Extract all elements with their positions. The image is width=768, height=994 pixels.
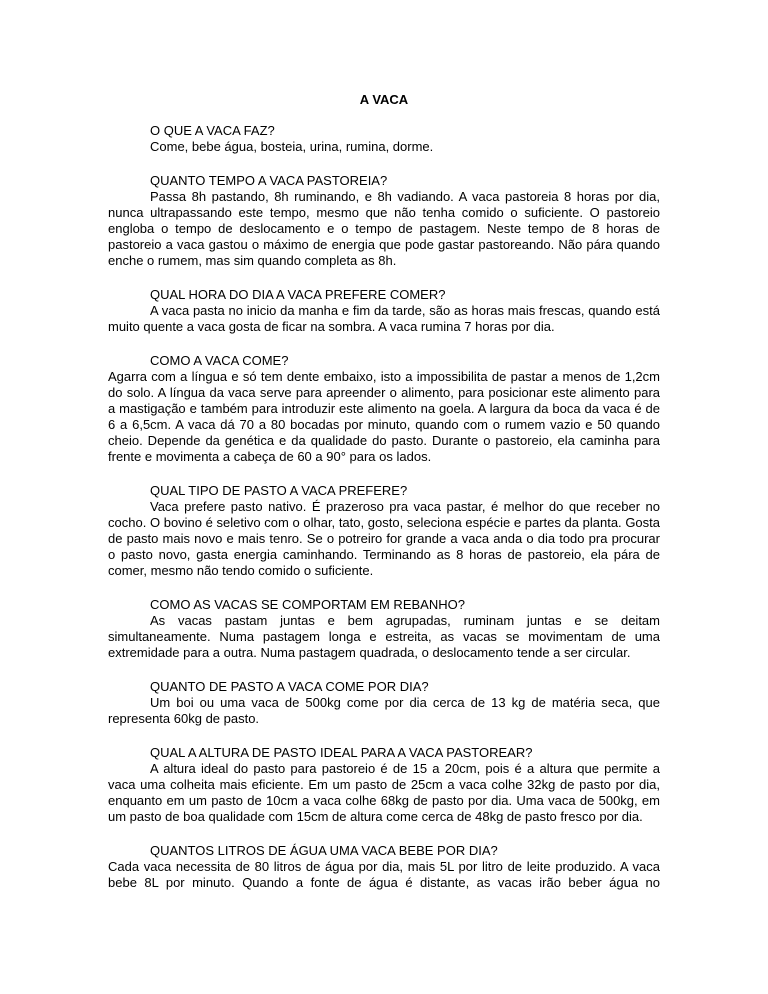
section-question: QUANTO TEMPO A VACA PASTOREIA? xyxy=(150,173,388,188)
section-herd-behavior xyxy=(108,597,660,661)
section-question: QUAL HORA DO DIA A VACA PREFERE COMER? xyxy=(150,287,446,302)
section-answer: As vacas pastam juntas e bem agrupadas, ruminam juntas e se deitam simultaneamente. Numa pastagem longa e estreita, as vacas se movimentam de uma extremidade para a outra. Numa pastagem quadrada, o deslocamento tende a ser circular. xyxy=(108,613,660,660)
section-what-cow-does xyxy=(108,123,660,155)
section-water-intake xyxy=(108,843,660,891)
section-answer: Come, bebe água, bosteia, urina, rumina, dorme. xyxy=(150,139,434,154)
document-title: A VACA xyxy=(359,92,409,107)
section-question: COMO A VACA COME? xyxy=(150,353,289,368)
section-daily-intake xyxy=(108,679,660,727)
section-preferred-hour xyxy=(108,287,660,335)
section-answer: A vaca pasta no inicio da manha e fim da tarde, são as horas mais frescas, quando está muito quente a vaca gosta de ficar na sombra. A vaca rumina 7 horas por dia. xyxy=(108,303,660,334)
section-answer: Cada vaca necessita de 80 litros de água por dia, mais 5L por litro de leite produzido. A vaca bebe 8L por minuto. Quando a fonte de água é distante, as vacas irão beber água no xyxy=(108,859,660,890)
section-answer: Um boi ou uma vaca de 500kg come por dia cerca de 13 kg de matéria seca, que representa 60kg de pasto. xyxy=(108,695,660,726)
section-question: COMO AS VACAS SE COMPORTAM EM REBANHO? xyxy=(150,597,465,612)
section-grazing-time xyxy=(108,173,660,269)
section-question: QUANTOS LITROS DE ÁGUA UMA VACA BEBE POR DIA? xyxy=(150,843,498,858)
section-question: QUAL A ALTURA DE PASTO IDEAL PARA A VACA PASTOREAR? xyxy=(150,745,533,760)
section-how-cow-eats xyxy=(108,353,660,465)
section-answer: A altura ideal do pasto para pastoreio é de 15 a 20cm, pois é a altura que permite a vaca uma colheita mais eficiente. Em um pasto de 25cm a vaca colhe 32kg de pasto por dia, enquanto em um pasto de 10cm a vaca colhe 68kg de pasto por dia. Uma vaca de 500kg, em um pasto de boa qualidade com 15cm de altura come cerca de 48kg de pasto fresco por dia. xyxy=(108,761,660,824)
section-question: O QUE A VACA FAZ? xyxy=(150,123,275,138)
section-answer: Passa 8h pastando, 8h ruminando, e 8h vadiando. A vaca pastoreia 8 horas por dia, nunca ultrapassando este tempo, mesmo que não tenha comido o suficiente. O pastoreio engloba o tempo de deslocamento e o tempo de pastagem. Neste tempo de 8 horas de pastoreio a vaca gastou o máximo de energia que pode gastar pastoreando. Não pára quando enche o rumem, mas sim quando completa as 8h. xyxy=(108,189,660,268)
section-question: QUANTO DE PASTO A VACA COME POR DIA? xyxy=(150,679,429,694)
section-pasture-type xyxy=(108,483,660,579)
document-page xyxy=(108,92,660,909)
section-answer: Vaca prefere pasto nativo. É prazeroso pra vaca pastar, é melhor do que receber no cocho. O bovino é seletivo com o olhar, tato, gosto, seleciona espécie e partes da planta. Gosta de pasto mais novo e mais tenro. Se o potreiro for grande a vaca anda o dia todo pra procurar o pasto novo, gasta energia caminhando. Terminando as 8 horas de pastoreio, ela pára de comer, mesmo não tendo comido o suficiente. xyxy=(108,499,660,578)
section-question: QUAL TIPO DE PASTO A VACA PREFERE? xyxy=(150,483,408,498)
section-ideal-height xyxy=(108,745,660,825)
section-answer: Agarra com a língua e só tem dente embaixo, isto a impossibilita de pastar a menos de 1,2cm do solo. A língua da vaca serve para apreender o alimento, para posicionar este alimento para a mastigação e também para introduzir este alimento na goela. A largura da boca da vaca é de 6 a 6,5cm. A vaca dá 70 a 80 bocadas por minuto, quando com o rumem vazio e 50 quando cheio. Depende da genética e da qualidade do pasto. Durante o pastoreio, ela caminha para frente e movimenta a cabeça de 60 a 90° para os lados. xyxy=(108,369,660,464)
